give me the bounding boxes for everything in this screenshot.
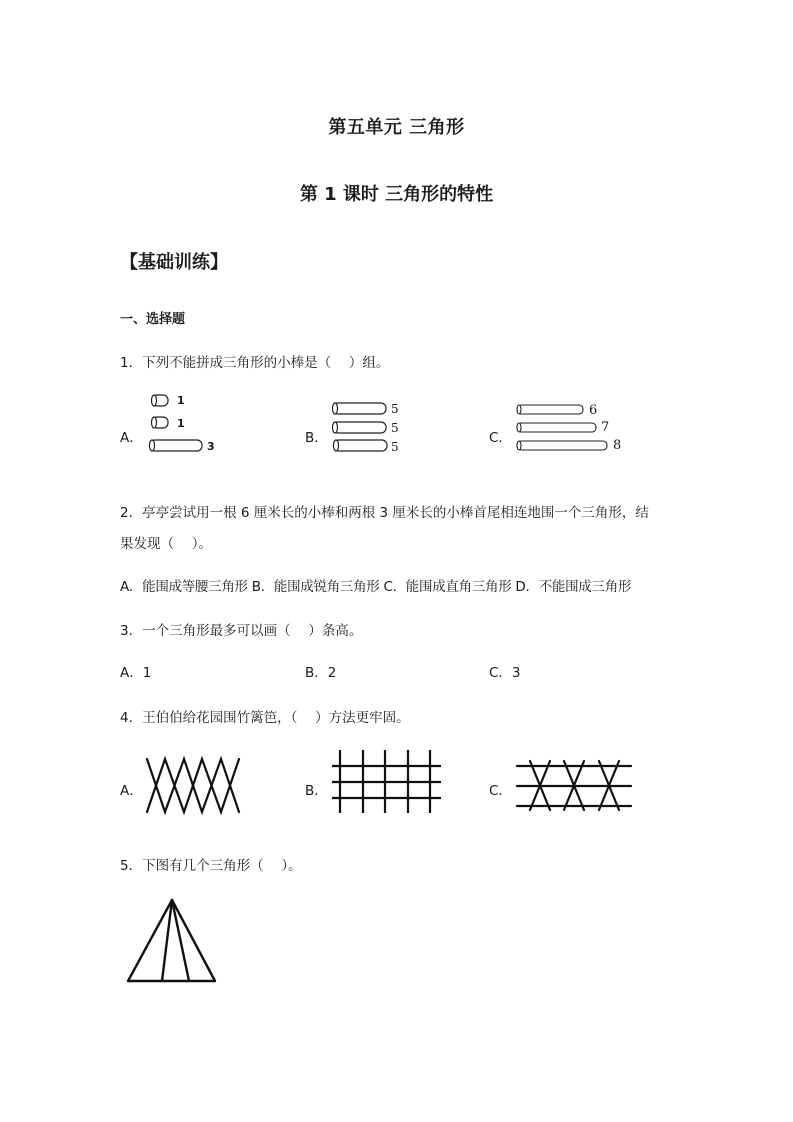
q4-option-c-label: C．	[489, 783, 512, 799]
q3-option-a: A．1	[120, 665, 152, 681]
subsection-title: 一、选择题	[120, 312, 186, 327]
q1-option-c-sticks	[514, 403, 614, 455]
q1-option-c-label: C．	[489, 430, 512, 446]
q3-option-b: B．2	[305, 665, 337, 681]
q1-c-stick-1-length: 6	[589, 403, 598, 418]
q5-triangle-figure	[125, 895, 220, 987]
q4-option-a-label: A．	[120, 783, 143, 799]
q1-a-stick-2-length: 1	[177, 417, 185, 430]
q1-option-b-label: B．	[305, 430, 328, 446]
unit-title: 第五单元 三角形	[328, 117, 465, 138]
q4-option-b-grid-figure	[330, 745, 445, 815]
section-title: 【基础训练】	[120, 252, 228, 273]
q1-b-stick-1-length: 5	[391, 402, 399, 416]
q1-b-stick-3-length: 5	[391, 440, 399, 454]
question-1-text: 1．下列不能拼成三角形的小棒是（ ）组。	[120, 355, 390, 371]
q1-option-a-label: A．	[120, 430, 143, 446]
q4-option-a-lattice-figure	[140, 750, 250, 820]
q1-b-stick-2-length: 5	[391, 421, 399, 435]
q1-a-stick-3-length: 3	[207, 440, 215, 453]
q1-c-stick-3-length: 8	[613, 438, 622, 453]
question-2-text-line-1: 2．亭亭尝试用一根 6 厘米长的小棒和两根 3 厘米长的小棒首尾相连地围一个三角形，结	[120, 505, 649, 521]
lesson-title: 第 1 课时 三角形的特性	[299, 184, 494, 205]
q4-option-b-label: B．	[305, 783, 328, 799]
q1-a-stick-1-length: 1	[177, 394, 185, 407]
q1-c-stick-2-length: 7	[601, 420, 610, 435]
q1-option-a-sticks	[148, 393, 228, 455]
question-3-text: 3．一个三角形最多可以画（ ）条高。	[120, 623, 363, 639]
question-2-options: A．能围成等腰三角形 B．能围成锐角三角形 C．能围成直角三角形 D．不能围成三角形	[120, 579, 632, 595]
question-2-text-line-2: 果发现（ ）。	[120, 536, 213, 552]
question-4-text: 4．王伯伯给花园围竹篱笆，（ ）方法更牢固。	[120, 710, 410, 726]
q1-option-b-sticks	[330, 400, 390, 456]
q4-option-c-triangle-lattice-figure	[515, 758, 635, 813]
q3-option-c: C．3	[489, 665, 521, 681]
question-5-text: 5．下图有几个三角形（ ）。	[120, 858, 302, 874]
